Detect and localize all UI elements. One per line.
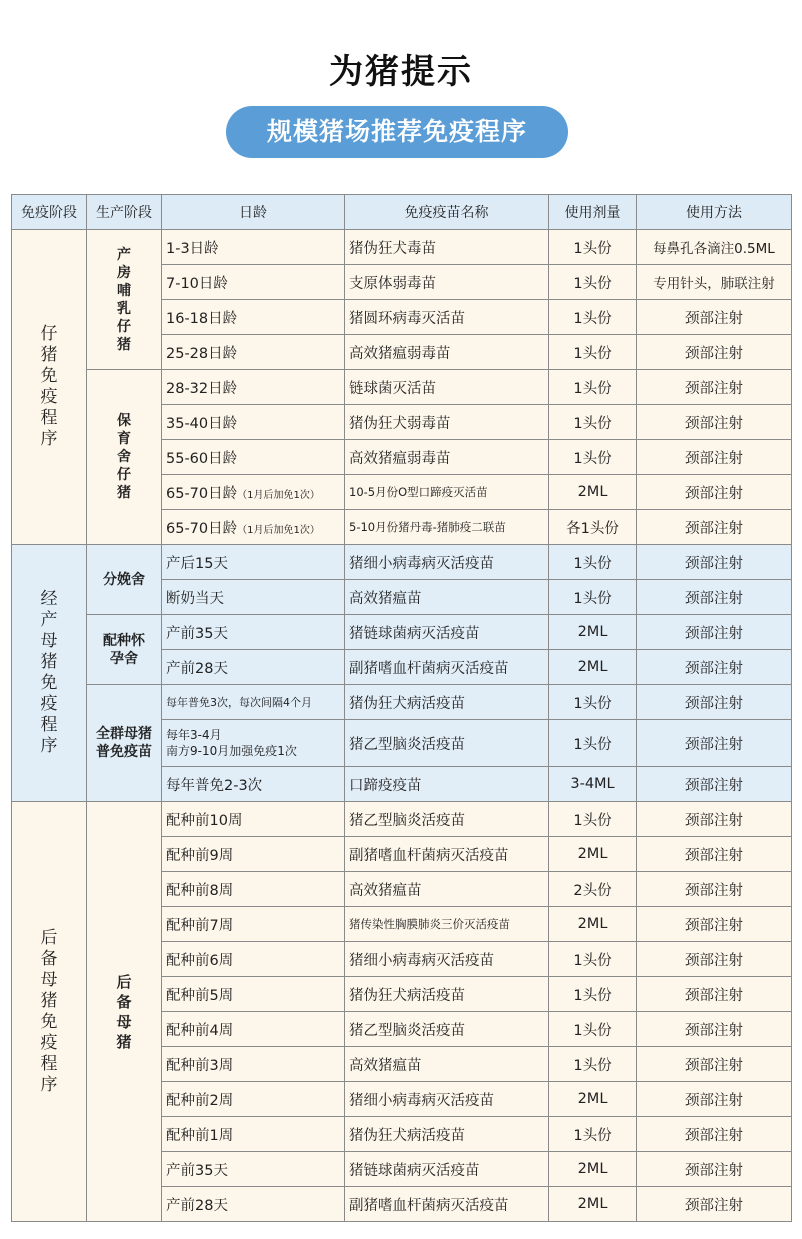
- dose-cell: 2ML: [549, 650, 637, 685]
- method-cell: 颈部注射: [637, 907, 792, 942]
- method-cell: 颈部注射: [637, 545, 792, 580]
- header-age: 日龄: [162, 195, 345, 230]
- age-cell: 产前28天: [162, 650, 345, 685]
- age-cell: 每年3-4月 南方9-10月加强免疫1次: [162, 720, 345, 767]
- vaccine-cell: 猪乙型脑炎活疫苗: [345, 802, 549, 837]
- method-cell: 颈部注射: [637, 510, 792, 545]
- dose-cell: 1头份: [549, 977, 637, 1012]
- dose-cell: 1头份: [549, 300, 637, 335]
- vaccine-cell: 高效猪瘟弱毒苗: [345, 440, 549, 475]
- age-cell: 25-28日龄: [162, 335, 345, 370]
- method-cell: 颈部注射: [637, 440, 792, 475]
- header-production-stage: 生产阶段: [87, 195, 162, 230]
- stage-piglet: 仔猪免疫程序: [12, 230, 87, 545]
- dose-cell: 1头份: [549, 230, 637, 265]
- vaccine-cell: 副猪嗜血杆菌病灭活疫苗: [345, 650, 549, 685]
- table-header: [12, 195, 792, 230]
- vaccine-cell: 支原体弱毒苗: [345, 265, 549, 300]
- method-cell: 颈部注射: [637, 977, 792, 1012]
- dose-cell: 1头份: [549, 440, 637, 475]
- age-cell: 16-18日龄: [162, 300, 345, 335]
- page-title: 为猪提示: [329, 52, 473, 92]
- dose-cell: 1头份: [549, 370, 637, 405]
- prod-piglet-nursing: 产房哺乳仔猪: [87, 230, 162, 370]
- age-cell: 55-60日龄: [162, 440, 345, 475]
- dose-cell: 2ML: [549, 615, 637, 650]
- dose-cell: 2ML: [549, 837, 637, 872]
- vaccine-cell: 副猪嗜血杆菌病灭活疫苗: [345, 1187, 549, 1222]
- vaccine-cell: 高效猪瘟苗: [345, 872, 549, 907]
- dose-cell: 2ML: [549, 907, 637, 942]
- vaccine-cell: 链球菌灭活苗: [345, 370, 549, 405]
- dose-cell: 1头份: [549, 685, 637, 720]
- vaccine-cell: 猪伪狂犬病活疫苗: [345, 977, 549, 1012]
- method-cell: 颈部注射: [637, 1047, 792, 1082]
- method-cell: 颈部注射: [637, 1152, 792, 1187]
- age-cell: 每年普免2-3次: [162, 767, 345, 802]
- vaccine-cell: 副猪嗜血杆菌病灭活疫苗: [345, 837, 549, 872]
- dose-cell: 1头份: [549, 720, 637, 767]
- dose-cell: 2ML: [549, 1187, 637, 1222]
- method-cell: 颈部注射: [637, 1082, 792, 1117]
- age-cell: 65-70日龄（1月后加免1次）: [162, 510, 345, 545]
- vaccine-cell: 口蹄疫疫苗: [345, 767, 549, 802]
- vaccine-cell: 猪链球菌病灭活疫苗: [345, 615, 549, 650]
- stage-gilt: 后备母猪免疫程序: [12, 802, 87, 1222]
- method-cell: 颈部注射: [637, 615, 792, 650]
- method-cell: 颈部注射: [637, 685, 792, 720]
- age-cell: 配种前8周: [162, 872, 345, 907]
- dose-cell: 1头份: [549, 405, 637, 440]
- method-cell: 颈部注射: [637, 872, 792, 907]
- vaccine-cell: 高效猪瘟苗: [345, 580, 549, 615]
- dose-cell: 1头份: [549, 265, 637, 300]
- vaccine-cell: 猪传染性胸膜肺炎三价灭活疫苗: [345, 907, 549, 942]
- dose-cell: 2ML: [549, 1082, 637, 1117]
- method-cell: 颈部注射: [637, 1012, 792, 1047]
- age-cell: 产前28天: [162, 1187, 345, 1222]
- method-cell: 专用针头，肺联注射: [637, 265, 792, 300]
- method-cell: 颈部注射: [637, 802, 792, 837]
- prod-sow-farrow: 分娩舍: [87, 545, 162, 615]
- method-cell: 颈部注射: [637, 767, 792, 802]
- age-note: （1月后加免1次）: [237, 524, 320, 536]
- dose-cell: 1头份: [549, 942, 637, 977]
- age-cell: 配种前7周: [162, 907, 345, 942]
- vaccine-cell: 10-5月份O型口蹄疫灭活苗: [345, 475, 549, 510]
- stage-sow: 经产母猪免疫程序: [12, 545, 87, 802]
- method-cell: 颈部注射: [637, 720, 792, 767]
- vaccine-cell: 猪伪狂犬病活疫苗: [345, 685, 549, 720]
- prod-sow-pregnancy: 配种怀孕舍: [87, 615, 162, 685]
- age-cell: 配种前1周: [162, 1117, 345, 1152]
- method-cell: 颈部注射: [637, 370, 792, 405]
- age-cell: 7-10日龄: [162, 265, 345, 300]
- table-row: [12, 230, 792, 265]
- table-row: [12, 685, 792, 720]
- vaccine-cell: 高效猪瘟苗: [345, 1047, 549, 1082]
- dose-cell: 2ML: [549, 1152, 637, 1187]
- age-cell: 每年普免3次，每次间隔4个月: [162, 685, 345, 720]
- dose-cell: 1头份: [549, 1047, 637, 1082]
- method-cell: 每鼻孔各滴注0.5ML: [637, 230, 792, 265]
- vaccine-cell: 猪细小病毒病灭活疫苗: [345, 545, 549, 580]
- method-cell: 颈部注射: [637, 942, 792, 977]
- prod-piglet-nursery: 保育舍仔猪: [87, 370, 162, 545]
- dose-cell: 1头份: [549, 802, 637, 837]
- header-method: 使用方法: [637, 195, 792, 230]
- table-row: [12, 802, 792, 837]
- dose-cell: 1头份: [549, 1012, 637, 1047]
- age-cell: 35-40日龄: [162, 405, 345, 440]
- vaccine-cell: 猪细小病毒病灭活疫苗: [345, 1082, 549, 1117]
- vaccine-cell: 高效猪瘟弱毒苗: [345, 335, 549, 370]
- dose-cell: 1头份: [549, 545, 637, 580]
- immunization-table: [11, 194, 792, 1222]
- age-cell: 产前35天: [162, 1152, 345, 1187]
- method-cell: 颈部注射: [637, 1117, 792, 1152]
- method-cell: 颈部注射: [637, 580, 792, 615]
- method-cell: 颈部注射: [637, 837, 792, 872]
- subtitle-banner: 规模猪场推荐免疫程序: [226, 106, 568, 158]
- vaccine-cell: 猪圆环病毒灭活苗: [345, 300, 549, 335]
- age-cell: 65-70日龄（1月后加免1次）: [162, 475, 345, 510]
- age-cell: 28-32日龄: [162, 370, 345, 405]
- vaccine-cell: 5-10月份猪丹毒-猪肺疫二联苗: [345, 510, 549, 545]
- age-note: （1月后加免1次）: [237, 489, 320, 501]
- vaccine-cell: 猪乙型脑炎活疫苗: [345, 720, 549, 767]
- table-row: [12, 545, 792, 580]
- header-vaccine: 免疫疫苗名称: [345, 195, 549, 230]
- table-row: [12, 615, 792, 650]
- vaccine-cell: 猪伪狂犬毒苗: [345, 230, 549, 265]
- prod-gilt: 后备母猪: [87, 802, 162, 1222]
- dose-cell: 3-4ML: [549, 767, 637, 802]
- prod-sow-all: 全群母猪 普免疫苗: [87, 685, 162, 802]
- table-row: [12, 370, 792, 405]
- vaccine-cell: 猪链球菌病灭活疫苗: [345, 1152, 549, 1187]
- age-cell: 1-3日龄: [162, 230, 345, 265]
- dose-cell: 各1头份: [549, 510, 637, 545]
- age-cell: 配种前2周: [162, 1082, 345, 1117]
- method-cell: 颈部注射: [637, 650, 792, 685]
- method-cell: 颈部注射: [637, 300, 792, 335]
- method-cell: 颈部注射: [637, 475, 792, 510]
- dose-cell: 1头份: [549, 580, 637, 615]
- dose-cell: 2头份: [549, 872, 637, 907]
- dose-cell: 2ML: [549, 475, 637, 510]
- age-cell: 配种前4周: [162, 1012, 345, 1047]
- age-cell: 配种前9周: [162, 837, 345, 872]
- age-cell: 配种前3周: [162, 1047, 345, 1082]
- age-cell: 配种前6周: [162, 942, 345, 977]
- vaccine-cell: 猪细小病毒病灭活疫苗: [345, 942, 549, 977]
- header-immune-stage: 免疫阶段: [12, 195, 87, 230]
- method-cell: 颈部注射: [637, 1187, 792, 1222]
- age-cell: 产前35天: [162, 615, 345, 650]
- age-cell: 产后15天: [162, 545, 345, 580]
- method-cell: 颈部注射: [637, 335, 792, 370]
- method-cell: 颈部注射: [637, 405, 792, 440]
- header-dose: 使用剂量: [549, 195, 637, 230]
- vaccine-cell: 猪伪狂犬病活疫苗: [345, 1117, 549, 1152]
- vaccine-cell: 猪乙型脑炎活疫苗: [345, 1012, 549, 1047]
- age-cell: 断奶当天: [162, 580, 345, 615]
- age-cell: 配种前10周: [162, 802, 345, 837]
- age-cell: 配种前5周: [162, 977, 345, 1012]
- dose-cell: 1头份: [549, 335, 637, 370]
- vaccine-cell: 猪伪狂犬弱毒苗: [345, 405, 549, 440]
- dose-cell: 1头份: [549, 1117, 637, 1152]
